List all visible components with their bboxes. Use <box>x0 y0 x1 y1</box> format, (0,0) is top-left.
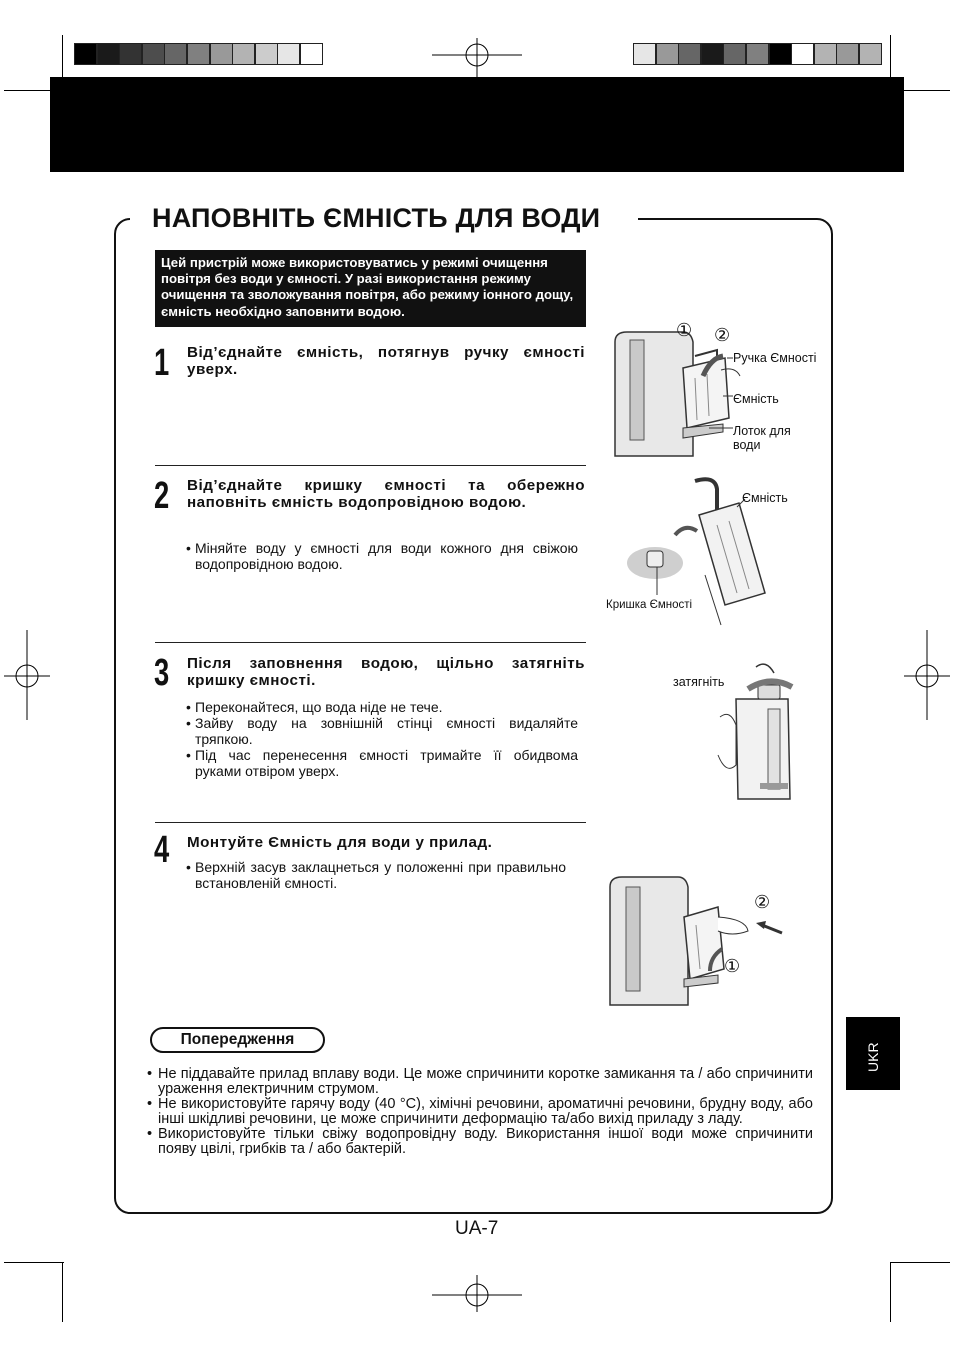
intro-note: Цей пристрій може використовуватись у режимі очищення повітря без води у ємності. У разі використання режиму очищення та зволожування повітря, або режиму іонного дощу, ємність необхідно заповнити водою. <box>155 250 586 327</box>
list-item: • Не піддавайте прилад вплаву води. Це може спричинити коротке замикання та / або спричинити ураження електричним струмом. <box>147 1067 813 1097</box>
list-item: • Використовуйте тільки свіжу водопровідну воду. Використання іншої води може спричинити появу цвілі, грибків та / або бактерій. <box>147 1127 813 1157</box>
page-title: НАПОВНІТЬ ЄМНІСТЬ ДЛЯ ВОДИ <box>152 203 601 233</box>
list-item: • Не використовуйте гарячу воду (40 °C), хімічні речовини, ароматичні речовини, брудну воду, або інші шкідливі речовини, це може спричинити деформацію та/або вихід приладу з ладу. <box>147 1097 813 1127</box>
label-tank-cap: Кришка Ємності <box>606 599 693 611</box>
divider <box>155 465 586 466</box>
circled-number-1: ① <box>676 320 693 340</box>
list-item: • Переконайтеся, що вода ніде не тече. <box>186 699 578 715</box>
label-tank: Ємність <box>733 392 779 406</box>
circled-number-2: ② <box>754 892 771 912</box>
step-3-bullets <box>186 699 578 779</box>
label-tank-handle: Ручка Ємності <box>733 351 817 365</box>
step-3-number: 3 <box>154 652 170 694</box>
page-number: UA-7 <box>455 1218 499 1239</box>
list-item: • Під час перенесення ємності тримайте її обидвома руками отвіром уверх. <box>186 747 578 779</box>
warning-heading: Попередження <box>150 1027 325 1053</box>
list-item: • Зайву воду на зовнішній стінці ємності видаляйте тряпкою. <box>186 715 578 747</box>
list-item: • Верхній засув заклацнеться у положенні при правильно встановленій ємності. <box>186 859 566 891</box>
divider <box>155 822 586 823</box>
step-2-bullets <box>186 540 578 572</box>
step-2-number: 2 <box>154 475 170 517</box>
label-tighten: затягніть <box>673 675 725 689</box>
label-water-tray: Лоток для води <box>733 424 791 452</box>
step-1-heading: Від’єднайте ємність, потягнув ручку ємності уверх. <box>187 344 585 378</box>
circled-number-1: ① <box>724 956 741 976</box>
list-item: • Міняйте воду у ємності для води кожного дня свіжою водопровідною водою. <box>186 540 578 572</box>
label-tank: Ємність <box>742 491 788 505</box>
step-4-number: 4 <box>154 829 170 871</box>
header-bar <box>50 77 904 172</box>
figure-install-tank <box>606 873 806 1008</box>
circled-number-2: ② <box>714 325 731 345</box>
divider <box>155 642 586 643</box>
step-3-heading: Після заповнення водою, щільно затягніть кришку ємності. <box>187 655 585 689</box>
step-4-heading: Монтуйте Ємність для води у прилад. <box>187 834 493 851</box>
warning-list <box>147 1067 813 1157</box>
step-4-bullets <box>186 859 566 891</box>
step-2-heading: Від’єднайте кришку ємності та обережно наповніть ємність водопровідною водою. <box>187 477 585 511</box>
step-1-number: 1 <box>154 342 170 384</box>
language-tab: UKR <box>846 1017 900 1090</box>
